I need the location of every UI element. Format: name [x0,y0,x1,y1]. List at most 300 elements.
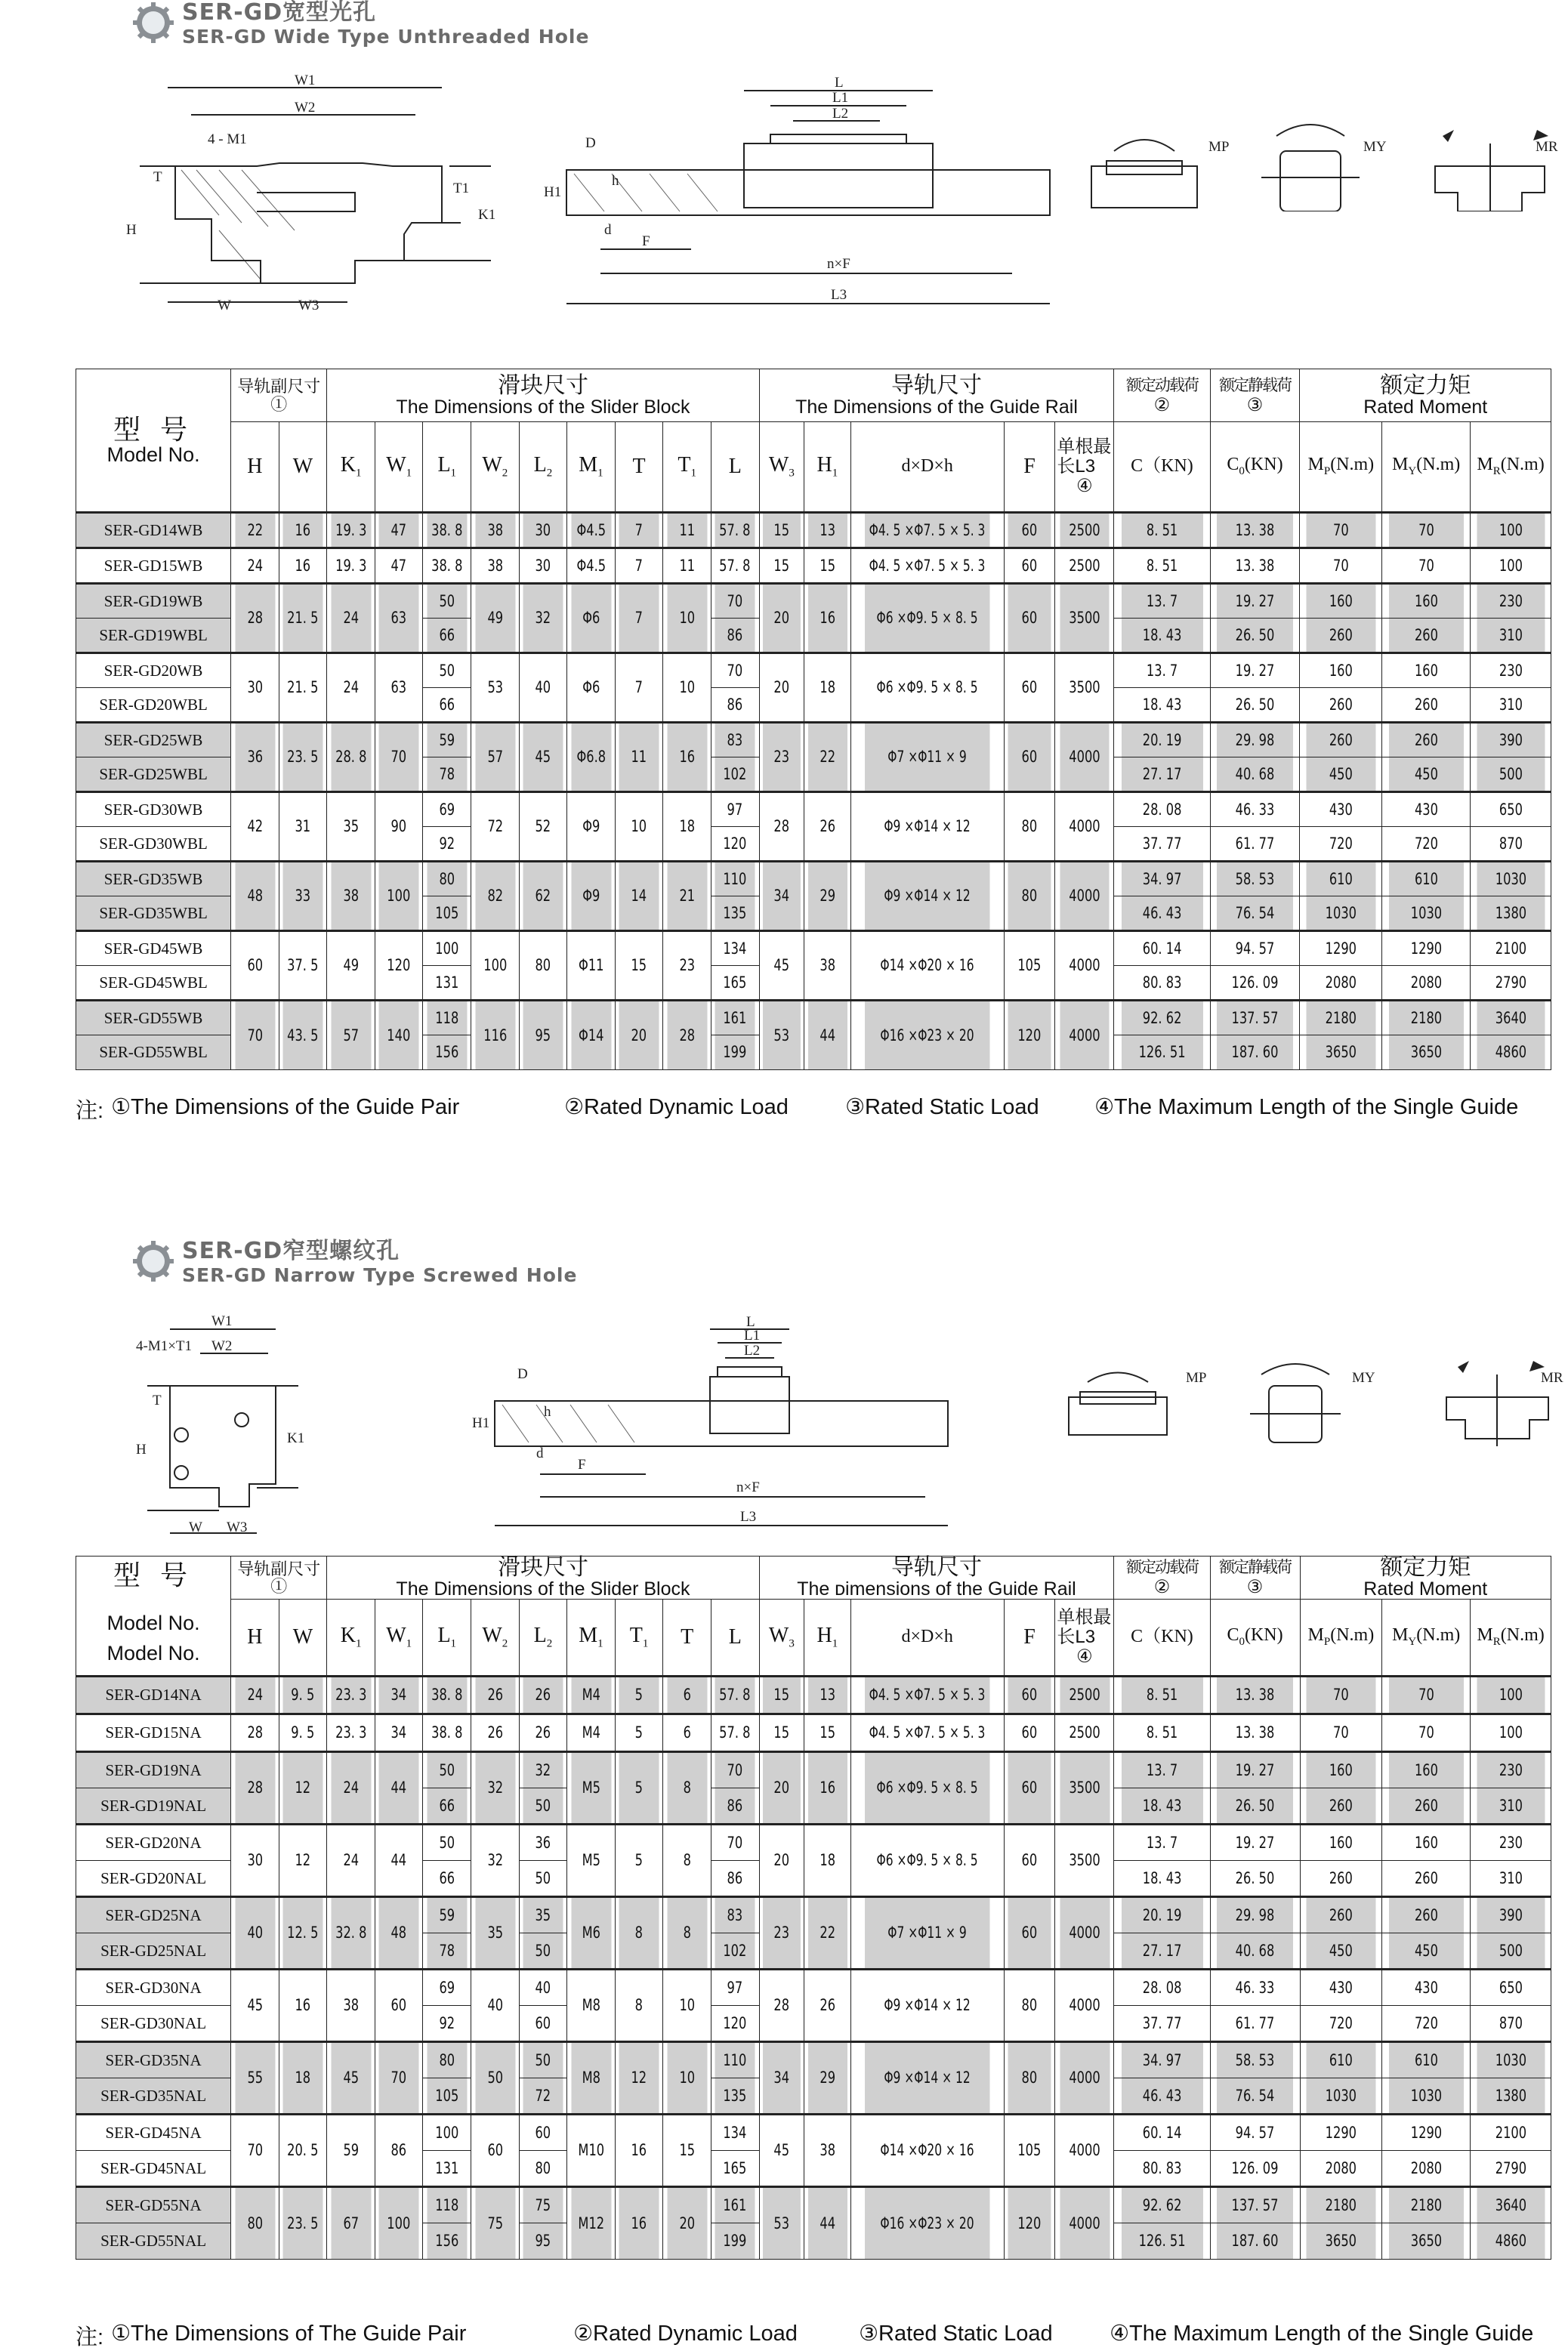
cell-l1: 100 [426,931,468,966]
column-header: $T_1$ [615,1600,663,1677]
cell-c: 28. 08 [1121,1970,1203,2006]
cell-my: 160 [1388,1825,1465,1861]
dim-label: W3 [298,298,319,313]
dim-label: d [536,1445,544,1461]
cell-h1: 16 [807,1752,847,1825]
cell-w1: 100 [378,862,420,931]
cell-my: 1290 [1388,2115,1465,2151]
cell-k1: 23. 3 [330,1714,372,1752]
cell-l: 57. 8 [715,1714,756,1752]
cell-mr: 2790 [1476,966,1545,1001]
cell-w2: 116 [474,1001,516,1070]
cell-my: 70 [1388,1714,1465,1752]
cell-h: 30 [234,653,276,723]
cell-t1: 11 [666,513,708,548]
cell-mr: 310 [1476,619,1545,653]
cell-my: 260 [1388,1897,1465,1933]
cell-w2: 26 [474,1714,516,1752]
cell-h1: 26 [807,792,847,862]
cell-w: 18 [282,2042,324,2115]
cell-ddh: Φ9 ×Φ14 × 12 [864,1970,990,2042]
cell-l3: 4000 [1059,2115,1110,2187]
cell-l: 83 [715,1897,756,1933]
column-header: $W_1$ [375,1600,423,1677]
cell-l3: 2500 [1059,1714,1110,1752]
dim-label: D [585,135,596,151]
model-number: SER-GD55WB [76,1001,231,1035]
cell-w: 9. 5 [282,1714,324,1752]
table-row [76,513,1551,548]
note-4: ④The Maximum Length of the Single Guide [1110,2322,1534,2346]
column-header: $C_0(KN)$ [1210,422,1300,513]
model-number: SER-GD20NA [76,1825,231,1861]
cell-c0: 137. 57 [1216,1001,1293,1035]
model-number: SER-GD25WB [76,723,231,757]
model-number: SER-GD55NA [76,2187,231,2223]
cell-mp: 720 [1306,2006,1376,2042]
cell-h1: 44 [807,1001,847,1070]
cell-l3: 4000 [1059,1001,1110,1070]
cell-c: 18. 43 [1121,1861,1203,1897]
column-header: T [615,422,663,513]
header-model: 型 号 Model No. [76,369,231,513]
header-rated-moment: 额定力矩 Rated Moment [1300,369,1551,422]
dim-label: L [746,1314,755,1330]
cell-l1: 118 [426,2187,468,2223]
cell-k1: 67 [330,2187,372,2260]
cell-w3: 34 [762,2042,801,2115]
cell-c0: 137. 57 [1216,2187,1293,2223]
cell-w3: 20 [762,1752,801,1825]
cell-k1: 24 [330,584,372,653]
cell-m1: Φ6 [570,584,612,653]
column-header: $W_3$ [759,1600,804,1677]
cell-w3: 45 [762,2115,801,2187]
column-header: $L_2$ [519,1600,567,1677]
cell-l: 86 [715,1861,756,1897]
table-row [76,931,1551,966]
cell-c0: 29. 98 [1216,723,1293,757]
header-guide-pair: 导轨副尺寸① [231,369,327,422]
cell-c: 8. 51 [1121,1677,1203,1714]
cell-t1: 10 [666,1970,708,2042]
cell-m1: M4 [570,1677,612,1714]
cell-l2: 50 [523,1933,564,1970]
table-row [76,1714,1551,1752]
cell-h: 24 [234,548,276,584]
cell-t: 16 [619,2187,660,2260]
spec-table-narrow [76,1556,1551,2260]
cell-h: 28 [234,584,276,653]
cell-l: 70 [715,1752,756,1788]
cell-w3: 23 [762,723,801,792]
cell-h: 48 [234,862,276,931]
cell-ddh: Φ9 ×Φ14 × 12 [864,792,990,862]
column-header: L [711,1600,759,1677]
cell-m1: Φ11 [570,931,612,1001]
cell-t: 7 [619,653,660,723]
cell-w: 12 [282,1825,324,1897]
moment-label-mp: MP [1186,1370,1207,1386]
cell-mp: 430 [1306,792,1376,827]
cell-h: 55 [234,2042,276,2115]
cell-l: 86 [715,688,756,723]
cell-mr: 230 [1476,653,1545,688]
cell-w2: 57 [474,723,516,792]
cell-mr: 230 [1476,584,1545,619]
cell-mp: 430 [1306,1970,1376,2006]
cell-l2: 50 [523,1861,564,1897]
cell-w: 21. 5 [282,584,324,653]
cell-f: 80 [1008,792,1051,862]
cell-l2: 35 [523,1897,564,1933]
model-number: SER-GD15NA [76,1714,231,1752]
cell-w2: 32 [474,1752,516,1825]
table-row [76,2187,1551,2223]
cell-mr: 100 [1476,548,1545,584]
cell-c0: 19. 27 [1216,1752,1293,1788]
cell-mr: 2100 [1476,2115,1545,2151]
cell-mp: 260 [1306,619,1376,653]
cell-w2: 49 [474,584,516,653]
dim-label: L2 [832,106,849,122]
cell-l: 161 [715,1001,756,1035]
cell-mp: 260 [1306,1788,1376,1825]
moment-label-mr: MR [1541,1370,1563,1386]
dim-label: 4-M1×T1 [136,1338,193,1354]
model-number: SER-GD25WBL [76,757,231,792]
cell-c: 80. 83 [1121,966,1203,1001]
cell-l: 86 [715,1788,756,1825]
dim-label: W1 [211,1313,233,1329]
table-row [76,1970,1551,2006]
column-header: C（KN) [1114,1600,1210,1677]
cell-mp: 160 [1306,653,1376,688]
cell-ddh: Φ16 ×Φ23 × 20 [864,2187,990,2260]
dim-label: D [517,1366,528,1382]
cell-f: 60 [1008,1752,1051,1825]
cell-c: 13. 7 [1121,584,1203,619]
cell-l: 110 [715,2042,756,2078]
cell-w: 23. 5 [282,2187,324,2260]
cell-c0: 29. 98 [1216,1897,1293,1933]
section-title-en: SER-GD Wide Type Unthreaded Hole [182,26,590,48]
section-2-drawings [106,1307,1563,1548]
cell-w: 16 [282,513,324,548]
gear-icon [132,1240,174,1282]
cell-m1: Φ9 [570,862,612,931]
column-header: d×D×h [850,422,1004,513]
cell-c0: 76. 54 [1216,896,1293,931]
cell-f: 105 [1008,931,1051,1001]
cell-l1: 66 [426,688,468,723]
cell-t1: 6 [666,1714,708,1752]
cell-c: 28. 08 [1121,792,1203,827]
model-number: SER-GD19WBL [76,619,231,653]
cell-mp: 610 [1306,862,1376,896]
cell-mr: 1030 [1476,2042,1545,2078]
cell-ddh: Φ4. 5 ×Φ7. 5 × 5. 3 [864,548,990,584]
cell-f: 60 [1008,723,1051,792]
dim-label: W [189,1520,202,1535]
cell-t1: 28 [666,1001,708,1070]
cell-c: 20. 19 [1121,723,1203,757]
footnote-1 [76,1094,1518,1125]
cell-ddh: Φ14 ×Φ20 × 16 [864,931,990,1001]
cell-k1: 45 [330,2042,372,2115]
cell-l3: 4000 [1059,2187,1110,2260]
cell-l2: 95 [523,1001,564,1070]
cell-my: 610 [1388,2042,1465,2078]
cell-h: 45 [234,1970,276,2042]
dim-label: H1 [544,184,562,200]
column-headers [76,422,1551,513]
cell-c0: 94. 57 [1216,931,1293,966]
cell-mp: 70 [1306,1677,1376,1714]
note-prefix: 注: [76,2325,104,2349]
cell-k1: 19. 3 [330,548,372,584]
cell-c0: 46. 33 [1216,1970,1293,2006]
cell-mp: 2080 [1306,966,1376,1001]
model-number: SER-GD25NAL [76,1933,231,1970]
section-1-drawings [106,60,1563,332]
cell-ddh: Φ14 ×Φ20 × 16 [864,2115,990,2187]
cell-my: 610 [1388,862,1465,896]
cell-l2: 50 [523,2042,564,2078]
cell-w2: 100 [474,931,516,1001]
cell-c: 60. 14 [1121,931,1203,966]
cell-c0: 19. 27 [1216,584,1293,619]
cell-l: 110 [715,862,756,896]
cell-t1: 20 [666,2187,708,2260]
cell-my: 3650 [1388,1035,1465,1070]
cell-l1: 38. 8 [426,1677,468,1714]
cell-c0: 76. 54 [1216,2078,1293,2115]
cell-my: 2180 [1388,2187,1465,2223]
dim-label: W2 [295,100,316,116]
cell-k1: 57 [330,1001,372,1070]
cell-c: 126. 51 [1121,2223,1203,2260]
cell-w: 16 [282,548,324,584]
column-header: 单根最长L3 ④ [1055,1600,1114,1677]
header-guide-rail: 导轨尺寸 The ᴅimensions of the Guide Rail [759,1557,1114,1600]
note-3: ③Rated Static Load [859,2322,1053,2346]
table-row [76,1001,1551,1035]
cell-l1: 92 [426,827,468,862]
model-number: SER-GD19NAL [76,1788,231,1825]
cell-c0: 46. 33 [1216,792,1293,827]
cell-w2: 40 [474,1970,516,2042]
column-header: $H_1$ [804,422,851,513]
cell-mr: 310 [1476,1788,1545,1825]
cell-m1: M10 [570,2115,612,2187]
cell-l2: 30 [523,513,564,548]
cell-m1: M5 [570,1825,612,1897]
cell-k1: 23. 3 [330,1677,372,1714]
cell-c: 18. 43 [1121,688,1203,723]
cell-w3: 15 [762,513,801,548]
dim-label: W [218,298,231,313]
cell-mr: 2790 [1476,2151,1545,2187]
cell-c: 13. 7 [1121,1752,1203,1788]
cell-ddh: Φ9 ×Φ14 × 12 [864,862,990,931]
cell-ddh: Φ4. 5 ×Φ7. 5 × 5. 3 [864,1714,990,1752]
model-number: SER-GD55WBL [76,1035,231,1070]
cell-c0: 61. 77 [1216,2006,1293,2042]
header-static-load: 额定静载荷 ③ [1210,369,1300,422]
cell-t1: 10 [666,653,708,723]
column-header: $K_1$ [327,1600,375,1677]
cell-mr: 100 [1476,1677,1545,1714]
column-header: d×D×h [850,1600,1004,1677]
cell-w1: 100 [378,2187,420,2260]
cell-w3: 15 [762,1714,801,1752]
cell-w: 23. 5 [282,723,324,792]
cell-w2: 72 [474,792,516,862]
cell-w2: 60 [474,2115,516,2187]
note-3: ③Rated Static Load [845,1095,1039,1119]
cell-h1: 18 [807,1825,847,1897]
cell-c: 8. 51 [1121,1714,1203,1752]
cell-l2: 50 [523,1788,564,1825]
column-header: $M_1$ [567,1600,616,1677]
model-number: SER-GD14NA [76,1677,231,1714]
cell-mp: 2180 [1306,2187,1376,2223]
cell-w3: 53 [762,2187,801,2260]
cell-w: 12. 5 [282,1897,324,1970]
column-header: $M_Y(N.m)$ [1382,1600,1471,1677]
cell-mp: 260 [1306,1897,1376,1933]
cell-l: 134 [715,931,756,966]
moment-diagrams [1061,60,1563,211]
cell-l2: 95 [523,2223,564,2260]
column-header: $M_P(N.m)$ [1300,422,1382,513]
cell-w1: 47 [378,513,420,548]
cell-l1: 50 [426,1752,468,1788]
cell-l1: 80 [426,2042,468,2078]
cell-w: 12 [282,1752,324,1825]
cell-f: 80 [1008,2042,1051,2115]
cell-mr: 650 [1476,792,1545,827]
cell-f: 60 [1008,1714,1051,1752]
cell-t: 12 [619,2042,660,2115]
cell-l1: 131 [426,966,468,1001]
cell-t1: 15 [666,2115,708,2187]
cell-f: 80 [1008,862,1051,931]
dim-label: H1 [472,1415,490,1431]
cell-mp: 260 [1306,1861,1376,1897]
cell-l2: 60 [523,2006,564,2042]
column-header: W [279,1600,327,1677]
cell-l2: 36 [523,1825,564,1861]
cell-w3: 28 [762,792,801,862]
cell-c: 37. 77 [1121,2006,1203,2042]
cell-t1: 8 [666,1897,708,1970]
cell-h1: 29 [807,862,847,931]
model-number: SER-GD19WB [76,584,231,619]
cell-k1: 24 [330,1825,372,1897]
cell-c: 27. 17 [1121,757,1203,792]
cell-w2: 53 [474,653,516,723]
cell-w1: 44 [378,1752,420,1825]
cell-l2: 72 [523,2078,564,2115]
dim-label: L1 [744,1328,761,1344]
cell-ddh: Φ16 ×Φ23 × 20 [864,1001,990,1070]
cell-f: 105 [1008,2115,1051,2187]
cell-ddh: Φ4. 5 ×Φ7. 5 × 5. 3 [864,1677,990,1714]
dim-label: 4 - M1 [208,131,247,147]
side-view-drawing [544,60,1057,332]
cell-l1: 92 [426,2006,468,2042]
cell-c: 34. 97 [1121,2042,1203,2078]
cell-l: 57. 8 [715,1677,756,1714]
footnote-2 [76,2320,1533,2351]
cell-l1: 105 [426,896,468,931]
cell-ddh: Φ6 ×Φ9. 5 × 8. 5 [864,584,990,653]
dim-label: L [835,75,844,91]
cell-k1: 38 [330,862,372,931]
cell-my: 260 [1388,1861,1465,1897]
cell-l1: 59 [426,1897,468,1933]
model-number: SER-GD20NAL [76,1861,231,1897]
cell-c0: 40. 68 [1216,757,1293,792]
note-2: ②Rated Dynamic Load [573,2322,798,2346]
column-header: $M_P(N.m)$ [1300,1600,1382,1677]
cell-l: 102 [715,1933,756,1970]
cell-c0: 26. 50 [1216,688,1293,723]
moment-label-my: MY [1352,1370,1375,1386]
section-title-en: SER-GD Narrow Type Screwed Hole [182,1264,578,1286]
cell-l1: 156 [426,2223,468,2260]
cell-l: 57. 8 [715,513,756,548]
cell-mp: 3650 [1306,1035,1376,1070]
cell-w1: 90 [378,792,420,862]
cell-w3: 15 [762,1677,801,1714]
cell-h: 70 [234,1001,276,1070]
cell-l1: 131 [426,2151,468,2187]
cell-l3: 3500 [1059,653,1110,723]
cell-l1: 38. 8 [426,1714,468,1752]
header-static-load: 额定静载荷 ③ [1210,1557,1300,1600]
cell-c: 13. 7 [1121,1825,1203,1861]
cell-mr: 4860 [1476,1035,1545,1070]
table-row [76,1752,1551,1788]
note-1: ①The Dimensions of the Guide Pair [111,1095,460,1119]
cell-l2: 40 [523,1970,564,2006]
cell-l3: 3500 [1059,584,1110,653]
cell-mr: 870 [1476,827,1545,862]
model-number: SER-GD45NAL [76,2151,231,2187]
model-number: SER-GD30NA [76,1970,231,2006]
cell-w: 21. 5 [282,653,324,723]
cell-c0: 187. 60 [1216,1035,1293,1070]
cell-my: 430 [1388,792,1465,827]
cell-l1: 66 [426,1861,468,1897]
cell-h: 42 [234,792,276,862]
dim-label: T [153,169,162,185]
cell-my: 260 [1388,619,1465,653]
model-number: SER-GD30WBL [76,827,231,862]
dim-label: L3 [740,1509,757,1525]
cell-l1: 156 [426,1035,468,1070]
cell-f: 60 [1008,1677,1051,1714]
cell-w2: 26 [474,1677,516,1714]
column-header: $T_1$ [663,422,711,513]
model-number: SER-GD25NA [76,1897,231,1933]
cell-w2: 50 [474,2042,516,2115]
cell-my: 160 [1388,584,1465,619]
cell-c0: 13. 38 [1216,513,1293,548]
